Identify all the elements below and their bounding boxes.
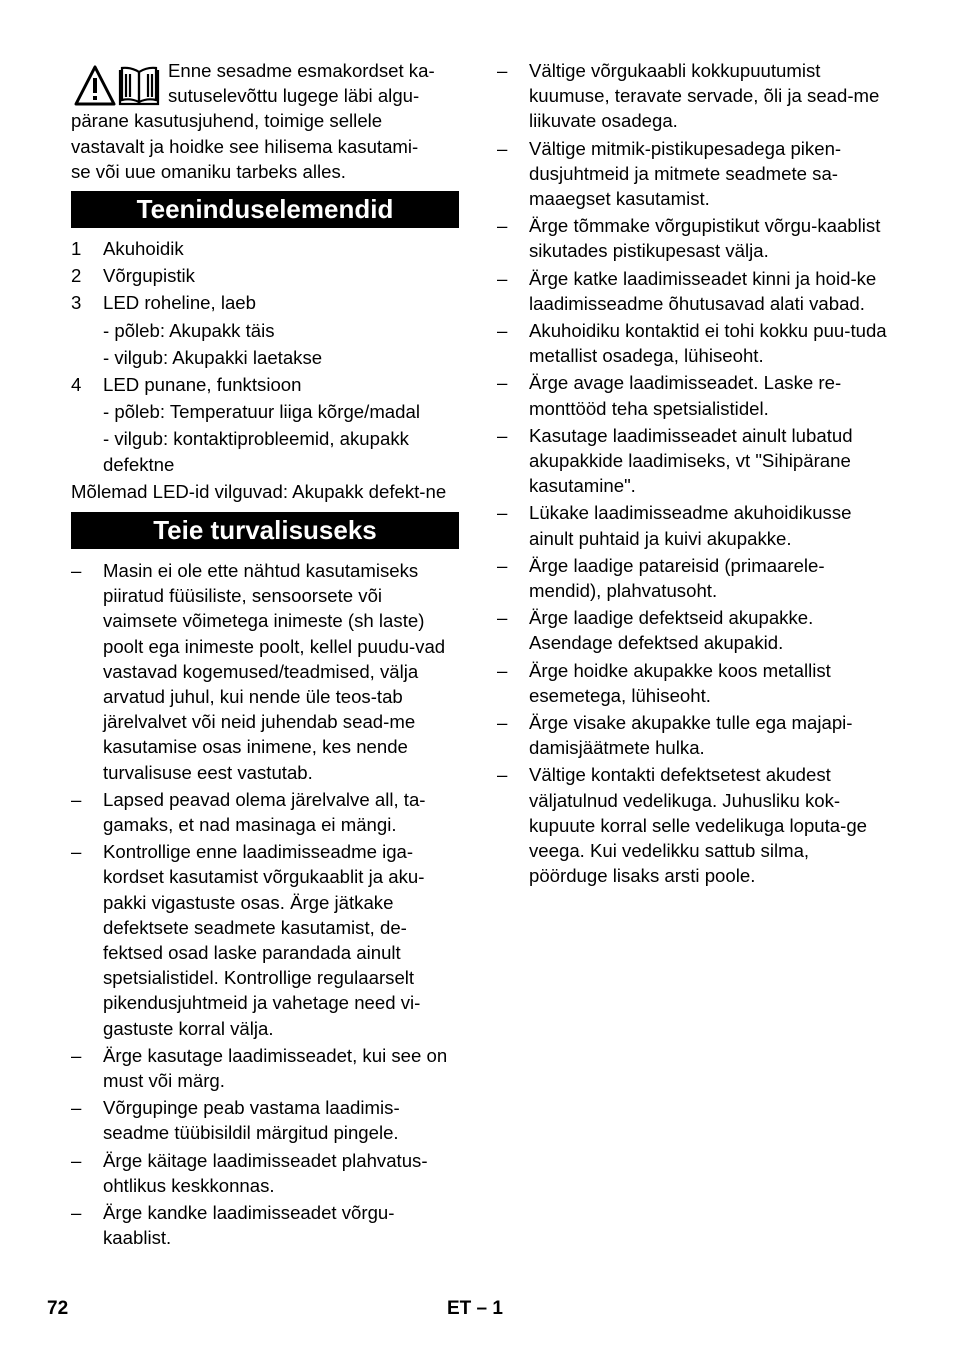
list-item: – Masin ei ole ette nähtud kasutamiseks piiratud füüsiliste, sensoorsete või vaimsete võimetega inimeste (sh laste) poolt ega inimeste poolt, kellel puudu-vad vastavad kogemused/teadmised, välja arvatud juhul, kui nende üle teos-tab järelvalvet või neid juhendab sead-me kasutamise osas inimene, kes nende turvalisuse eest vastutab. [71,559,446,783]
list-item: – Ärge käitage laadimisseadet plahvatus-ohtlikus keskkonnas. [71,1149,428,1196]
list-subitem: - põleb: Temperatuur liiga kõrge/madal [103,401,420,423]
intro-block [71,58,459,184]
section-heading-controls: Teeninduselemendid [71,191,459,228]
led-note: Mõlemad LED-id vilguvad: Akupakk defekt-ne [71,480,447,502]
list-item: – Lapsed peavad olema järelvalve all, ta-gamaks, et nad masinaga ei mängi. [71,788,426,835]
safety-list-right [497,58,889,889]
list-item: – Ärge laadige patareisid (primaarele-mendid), plahvatusoht. [497,554,825,602]
language-page-label: ET – 1 [447,1298,503,1319]
list-item: – Ärge hoidke akupakke koos metallist esemetega, lühiseoht. [497,659,831,706]
intro-line: vastavalt ja hoidke see hilisema kasutami- [71,135,419,157]
warning-manual-icon [74,64,164,110]
list-item: – Võrgupinge peab vastama laadimis-seadme tüübisildil märgitud pingele. [71,1097,400,1144]
list-item: 3 LED roheline, laeb [71,292,256,314]
intro-line: se või uue omaniku tarbeks alles. [71,160,346,182]
intro-line: pärane kasutusjuhend, toimige sellele [71,110,383,132]
list-subitem: - vilgub: Akupakki laetakse [103,346,323,368]
list-subitem: - vilgub: kontaktiprobleemid, akupakk defektne [103,428,409,475]
list-item: – Kontrollige enne laadimisseadme iga-kordset kasutamist võrgukaablit ja aku-pakki vigastuste osas. Ärge jätkake defektsete seadmete kasutamist, de-fektsed osad laske parandada ainult spetsialistidel. Kontrollige regulaarselt pikendusjuhtmeid ja vahetage need vi-gastuste korral välja. [71,841,425,1039]
intro-line: Enne sesadme esmakordset ka- [168,60,435,81]
list-item: – Ärge laadige defektseid akupakke. Asendage defektsed akupakid. [497,607,814,654]
intro-line: sutuselevõttu lugege läbi algu- [168,85,420,107]
list-item: – Ärge visake akupakke tulle ega majapi-damisjäätmete hulka. [497,712,853,759]
list-item: – Ärge katke laadimisseadet kinni ja hoid-ke laadimisseadme õhutusavad alati vabad. [497,267,877,314]
list-subitem: - põleb: Akupakk täis [103,319,275,341]
safety-list-left [71,558,459,1250]
list-item: 4 LED punane, funktsioon [71,373,302,395]
list-item: – Kasutage laadimisseadet ainult lubatud akupakkide laadimiseks, vt "Sihipärane kasutamine". [497,424,853,497]
section-heading-safety: Teie turvalisuseks [71,512,459,549]
controls-list [71,236,459,477]
list-item: – Lükake laadimisseadme akuhoidikusse ainult puhtaid ja kuivi akupakke. [497,502,852,549]
open-book-icon [120,68,158,104]
list-item: – Ärge avage laadimisseadet. Laske re-monttööd teha spetsialistidel. [497,372,842,419]
list-item: – Vältige mitmik-pistikupesadega piken-dusjuhtmeid ja mitmete seadmete sa-maaegset kasutamist. [497,137,842,210]
left-column [71,58,459,1252]
page-number: 72 [47,1298,69,1319]
right-column [497,58,889,891]
list-item: 2 Võrgupistik [71,265,195,287]
list-item: – Akuhoidiku kontaktid ei tohi kokku puu-tuda metallist osadega, lühiseoht. [497,320,887,367]
list-item: 1 Akuhoidik [71,237,184,259]
list-item: – Ärge kasutage laadimisseadet, kui see on must või märg. [71,1044,448,1092]
list-item: – Ärge tõmmake võrgupistikut võrgu-kaablist sikutades pistikupesast välja. [497,215,881,262]
list-item: – Vältige võrgukaabli kokkupuutumist kuumuse, teravate servade, õli ja sead-me liikuvate osadega. [497,60,880,132]
warning-triangle-icon [76,67,114,104]
list-item: – Ärge kandke laadimisseadet võrgu-kaablist. [71,1202,395,1249]
list-item: – Vältige kontakti defektsetest akudest väljatulnud vedelikuga. Juhusliku kok-kupuute korral selle vedelikuga loputa-ge veega. Kui vedelikku sattub silma, pöörduge lisaks arsti poole. [497,764,868,887]
